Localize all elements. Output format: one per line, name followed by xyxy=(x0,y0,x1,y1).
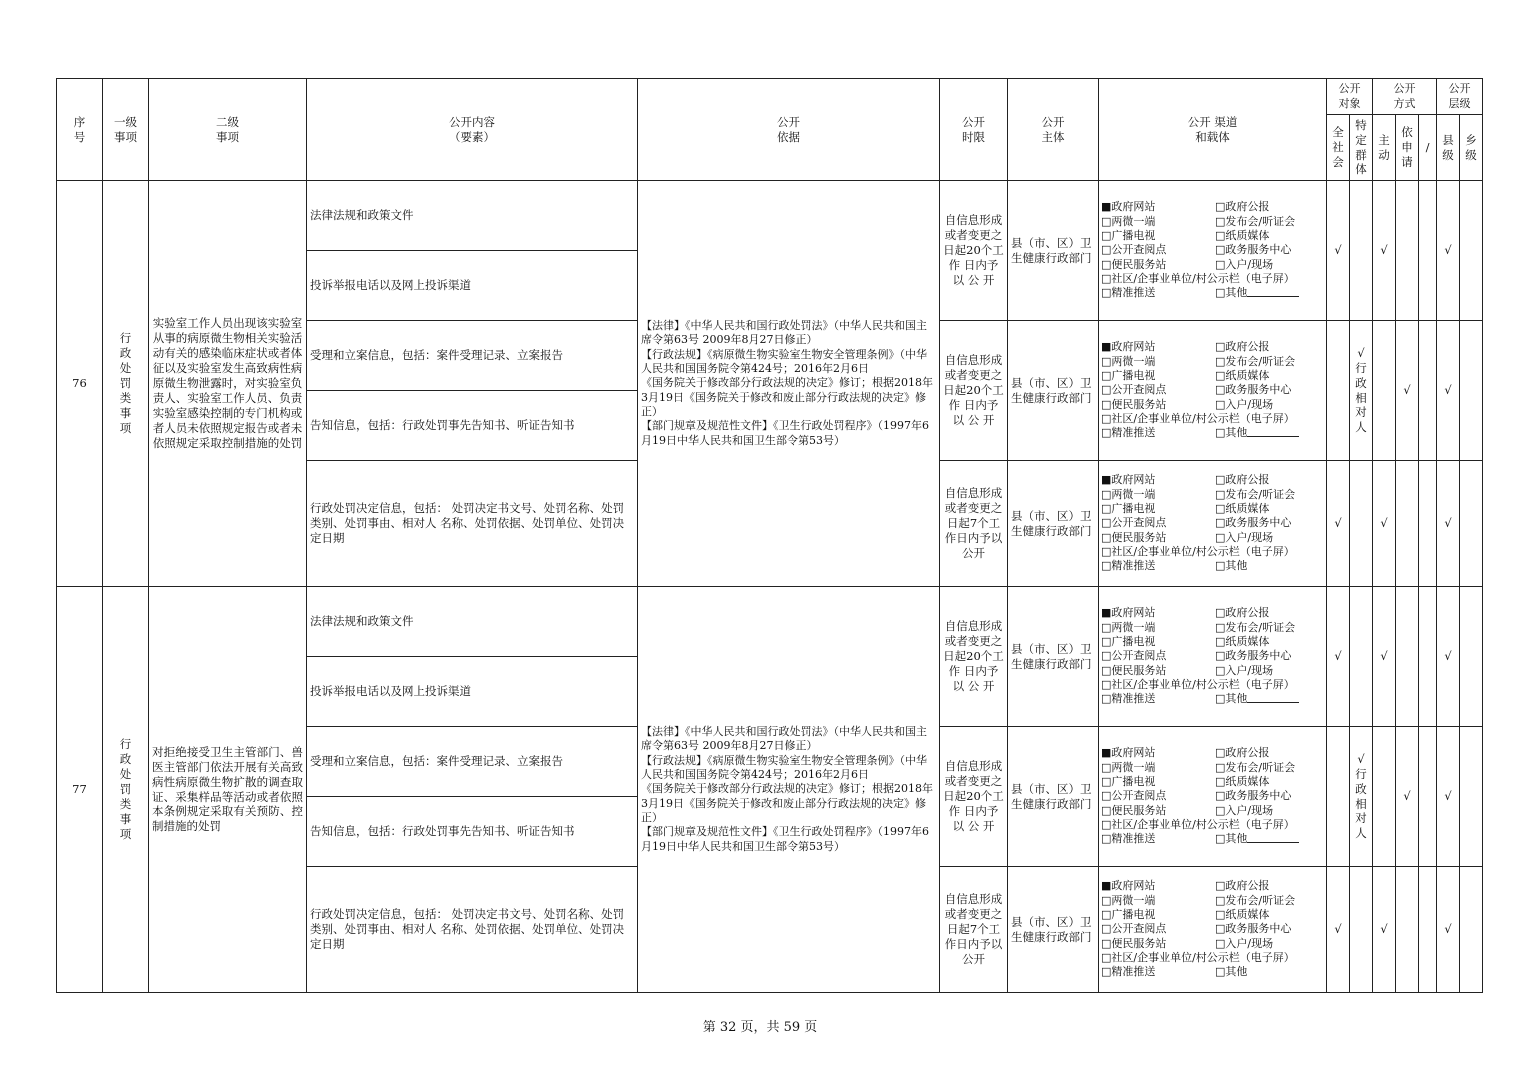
mark-town xyxy=(1460,727,1483,867)
channel-option: □公开查阅点 xyxy=(1101,516,1167,530)
channel-option: □公开查阅点 xyxy=(1101,789,1167,803)
channel-row xyxy=(1101,516,1324,530)
channel-option: □其他 xyxy=(1215,426,1248,440)
mark-all: √ xyxy=(1327,181,1350,321)
header-level: 公开 层级 xyxy=(1437,79,1483,115)
channel-option: □其他 xyxy=(1215,559,1248,573)
channel-option: □政务服务中心 xyxy=(1215,789,1292,803)
mark-active: √ xyxy=(1373,461,1396,587)
channel-option: □便民服务站 xyxy=(1101,936,1167,950)
subject-cell: 县（市、区）卫 生健康行政部门 xyxy=(1008,181,1099,321)
mark-slash xyxy=(1419,321,1437,461)
channel-option: □其他 xyxy=(1215,286,1248,300)
channel-option: □公开查阅点 xyxy=(1101,243,1167,257)
content-item: 行政处罚决定信息，包括： 处罚决定书文号、处罚名称、处罚类别、处罚事由、相对人 名称、处罚依据、处罚单位、处罚决定日期 xyxy=(307,867,638,993)
time-limit-cell: 自信息形成或者变更之日起7个工作日内予以公开 xyxy=(940,461,1008,587)
table-row xyxy=(57,587,1483,657)
content-item: 法律法规和政策文件 xyxy=(307,587,638,657)
channel-row xyxy=(1101,649,1324,663)
channel-option: □便民服务站 xyxy=(1101,530,1167,544)
channel-option: □发布会/听证会 xyxy=(1215,620,1296,634)
basis-cell xyxy=(638,587,940,993)
channel-option: ■政府网站 xyxy=(1101,746,1156,760)
channel-option: □入户/现场 xyxy=(1215,803,1274,817)
header-basis: 公开 依据 xyxy=(638,79,940,181)
channel-option: □社区/企事业单位/村公示栏（电子屏） xyxy=(1101,544,1295,558)
channel-option: □发布会/听证会 xyxy=(1215,760,1296,774)
channel-option: □公开查阅点 xyxy=(1101,383,1167,397)
channel-option: □广播电视 xyxy=(1101,775,1156,789)
channel-option: □两微一端 xyxy=(1101,893,1156,907)
header-channel: 公开 渠道 和载体 xyxy=(1099,79,1327,181)
seq-cell: 77 xyxy=(57,587,103,993)
channel-option: □发布会/听证会 xyxy=(1215,893,1296,907)
channel-option: □政府公报 xyxy=(1215,200,1270,214)
channel-option: □政务服务中心 xyxy=(1215,516,1292,530)
channel-option: □发布会/听证会 xyxy=(1215,214,1296,228)
channel-row xyxy=(1101,383,1324,397)
channel-row xyxy=(1101,951,1324,965)
channel-option: □社区/企事业单位/村公示栏（电子屏） xyxy=(1101,677,1295,691)
mark-active xyxy=(1373,321,1396,461)
subject-cell: 县（市、区）卫 生健康行政部门 xyxy=(1008,867,1099,993)
mark-town xyxy=(1460,587,1483,727)
other-blank-line xyxy=(1247,692,1299,703)
header-seq: 序 号 xyxy=(57,79,103,181)
channel-option: □便民服务站 xyxy=(1101,257,1167,271)
mark-slash xyxy=(1419,867,1437,993)
content-item: 投诉举报电话以及网上投诉渠道 xyxy=(307,251,638,321)
channel-option: □入户/现场 xyxy=(1215,257,1274,271)
header-level-county: 县 级 xyxy=(1437,115,1460,181)
channel-option: ■政府网站 xyxy=(1101,879,1156,893)
channel-row xyxy=(1101,340,1324,354)
mark-active: √ xyxy=(1373,867,1396,993)
header-level2: 二级 事项 xyxy=(149,79,307,181)
seq-cell: 76 xyxy=(57,181,103,587)
mark-group: √ 行 政 相 对 人 xyxy=(1350,727,1373,867)
mark-group xyxy=(1350,181,1373,321)
channel-row xyxy=(1101,692,1324,706)
disclosure-table xyxy=(56,78,1483,993)
channel-option: ■政府网站 xyxy=(1101,340,1156,354)
channel-option: □两微一端 xyxy=(1101,214,1156,228)
table-row xyxy=(57,181,1483,251)
channel-row xyxy=(1101,789,1324,803)
channel-row xyxy=(1101,894,1324,908)
channel-option: □政府公报 xyxy=(1215,879,1270,893)
channel-option: □纸质媒体 xyxy=(1215,502,1270,516)
channel-option: □广播电视 xyxy=(1101,369,1156,383)
mark-all: √ xyxy=(1327,461,1350,587)
mark-all: √ xyxy=(1327,587,1350,727)
level1-cell: 行 政 处 罚 类 事 项 xyxy=(103,181,149,587)
channel-option: □广播电视 xyxy=(1101,635,1156,649)
time-limit-cell: 自信息形成或者变更之日起20个工 作 日内予以 公 开 xyxy=(940,727,1008,867)
channel-option: □入户/现场 xyxy=(1215,663,1274,677)
channel-option: □入户/现场 xyxy=(1215,530,1274,544)
channel-option: □两微一端 xyxy=(1101,620,1156,634)
channel-row xyxy=(1101,635,1324,649)
content-item: 法律法规和政策文件 xyxy=(307,181,638,251)
channel-option: □便民服务站 xyxy=(1101,803,1167,817)
level2-cell: 对拒绝接受卫生主管部门、兽医主管部门依法开展有关高致病性病原微生物扩散的调查取证、采集样品等活动或者依照本条例规定采取有关预防、控制措施的处罚 xyxy=(149,587,307,993)
channel-option: □精准推送 xyxy=(1101,286,1156,300)
channel-option: □入户/现场 xyxy=(1215,397,1274,411)
mark-all: √ xyxy=(1327,867,1350,993)
channel-option: □便民服务站 xyxy=(1101,663,1167,677)
channel-option: □精准推送 xyxy=(1101,559,1156,573)
channel-option: □便民服务站 xyxy=(1101,397,1167,411)
subject-cell: 县（市、区）卫 生健康行政部门 xyxy=(1008,587,1099,727)
mark-town xyxy=(1460,867,1483,993)
channel-option: □政务服务中心 xyxy=(1215,383,1292,397)
mark-county: √ xyxy=(1437,587,1460,727)
channel-cell xyxy=(1099,461,1327,587)
channel-option: □精准推送 xyxy=(1101,832,1156,846)
channel-row xyxy=(1101,200,1324,214)
channel-option: □政府公报 xyxy=(1215,473,1270,487)
channel-row xyxy=(1101,355,1324,369)
channel-option: □政府公报 xyxy=(1215,606,1270,620)
basis-line: 【法律】《中华人民共和国行政处罚法》（中华人民共和国主席令第63号 2009年8月27日修正） xyxy=(641,725,927,753)
basis-cell xyxy=(638,181,940,587)
channel-option: □政府公报 xyxy=(1215,340,1270,354)
channel-cell xyxy=(1099,587,1327,727)
channel-option: □政务服务中心 xyxy=(1215,243,1292,257)
channel-option: □精准推送 xyxy=(1101,426,1156,440)
channel-row xyxy=(1101,922,1324,936)
header-target-all: 全 社 会 xyxy=(1327,115,1350,181)
header-level-town: 乡 级 xyxy=(1460,115,1483,181)
mark-all xyxy=(1327,321,1350,461)
channel-option: □两微一端 xyxy=(1101,487,1156,501)
subject-cell: 县（市、区）卫 生健康行政部门 xyxy=(1008,461,1099,587)
channel-row xyxy=(1101,243,1324,257)
mark-group xyxy=(1350,587,1373,727)
channel-option: □纸质媒体 xyxy=(1215,635,1270,649)
channel-row xyxy=(1101,473,1324,487)
content-item: 受理和立案信息，包括：案件受理记录、立案报告 xyxy=(307,727,638,797)
channel-option: □公开查阅点 xyxy=(1101,922,1167,936)
channel-row xyxy=(1101,412,1324,426)
channel-cell xyxy=(1099,321,1327,461)
channel-row xyxy=(1101,229,1324,243)
content-item: 受理和立案信息，包括：案件受理记录、立案报告 xyxy=(307,321,638,391)
channel-option: ■政府网站 xyxy=(1101,606,1156,620)
header-content: 公开内容 （要素） xyxy=(307,79,638,181)
channel-option: □广播电视 xyxy=(1101,502,1156,516)
channel-option: □发布会/听证会 xyxy=(1215,354,1296,368)
channel-row xyxy=(1101,426,1324,440)
header-mode-request: 依 申 请 xyxy=(1396,115,1419,181)
channel-option: □其他 xyxy=(1215,692,1248,706)
channel-row xyxy=(1101,879,1324,893)
channel-row xyxy=(1101,272,1324,286)
header-mode-active: 主 动 xyxy=(1373,115,1396,181)
channel-option: ■政府网站 xyxy=(1101,200,1156,214)
channel-option: □政务服务中心 xyxy=(1215,649,1292,663)
content-item: 投诉举报电话以及网上投诉渠道 xyxy=(307,657,638,727)
mark-request xyxy=(1396,461,1419,587)
channel-row xyxy=(1101,746,1324,760)
channel-row xyxy=(1101,559,1324,573)
channel-cell xyxy=(1099,867,1327,993)
basis-line: 《国务院关于修改部分行政法规的决定》修订；根据2018年3月19日《国务院关于修改和废止部分行政法规的决定》修正） xyxy=(641,782,933,824)
time-limit-cell: 自信息形成或者变更之日起7个工作日内予以公开 xyxy=(940,867,1008,993)
channel-option: □社区/企事业单位/村公示栏（电子屏） xyxy=(1101,950,1295,964)
basis-line: 【法律】《中华人民共和国行政处罚法》（中华人民共和国主席令第63号 2009年8月27日修正） xyxy=(641,319,927,347)
mark-county: √ xyxy=(1437,867,1460,993)
channel-row xyxy=(1101,832,1324,846)
channel-row xyxy=(1101,621,1324,635)
channel-row xyxy=(1101,818,1324,832)
channel-option: □两微一端 xyxy=(1101,354,1156,368)
channel-option: □公开查阅点 xyxy=(1101,649,1167,663)
channel-option: □政务服务中心 xyxy=(1215,922,1292,936)
header-level1: 一级 事项 xyxy=(103,79,149,181)
channel-cell xyxy=(1099,181,1327,321)
channel-row xyxy=(1101,937,1324,951)
subject-cell: 县（市、区）卫 生健康行政部门 xyxy=(1008,321,1099,461)
other-blank-line xyxy=(1247,832,1299,843)
channel-row xyxy=(1101,908,1324,922)
page-footer: 第 32 页，共 59 页 xyxy=(702,1020,818,1035)
channel-row xyxy=(1101,775,1324,789)
mark-request xyxy=(1396,587,1419,727)
basis-line: 【行政法规】《病原微生物实验室生物安全管理条例》（中华人民共和国国务院令第424号；2016年2月6日 xyxy=(641,347,927,376)
basis-line: 【行政法规】《病原微生物实验室生物安全管理条例》（中华人民共和国国务院令第424号；2016年2月6日 xyxy=(641,753,927,782)
channel-option: □社区/企事业单位/村公示栏（电子屏） xyxy=(1101,411,1295,425)
channel-option: □入户/现场 xyxy=(1215,936,1274,950)
time-limit-cell: 自信息形成或者变更之日起20个工 作 日内予以 公 开 xyxy=(940,587,1008,727)
mark-group xyxy=(1350,461,1373,587)
channel-row xyxy=(1101,531,1324,545)
basis-line: 【部门规章及规范性文件】《卫生行政处罚程序》（1997年6月19日中华人民共和国卫生部令第53号） xyxy=(641,419,929,447)
mark-county: √ xyxy=(1437,727,1460,867)
mark-town xyxy=(1460,461,1483,587)
mark-all xyxy=(1327,727,1350,867)
basis-line: 【部门规章及规范性文件】《卫生行政处罚程序》（1997年6月19日中华人民共和国卫生部令第53号） xyxy=(641,825,929,853)
channel-option: □其他 xyxy=(1215,965,1248,979)
other-blank-line xyxy=(1247,426,1299,437)
mark-county: √ xyxy=(1437,321,1460,461)
channel-option: □纸质媒体 xyxy=(1215,908,1270,922)
channel-option: □精准推送 xyxy=(1101,692,1156,706)
mark-town xyxy=(1460,321,1483,461)
mark-slash xyxy=(1419,727,1437,867)
header-target: 公开 对象 xyxy=(1327,79,1373,115)
channel-row xyxy=(1101,606,1324,620)
mark-slash xyxy=(1419,461,1437,587)
channel-option: □广播电视 xyxy=(1101,229,1156,243)
channel-option: □纸质媒体 xyxy=(1215,229,1270,243)
mark-active: √ xyxy=(1373,181,1396,321)
channel-option: □纸质媒体 xyxy=(1215,775,1270,789)
channel-row xyxy=(1101,502,1324,516)
mark-slash xyxy=(1419,181,1437,321)
header-time: 公开 时限 xyxy=(940,79,1008,181)
channel-option: □精准推送 xyxy=(1101,965,1156,979)
header-mode: 公开 方式 xyxy=(1373,79,1437,115)
mark-county: √ xyxy=(1437,461,1460,587)
channel-row xyxy=(1101,965,1324,979)
mark-group: √ 行 政 相 对 人 xyxy=(1350,321,1373,461)
level1-cell: 行 政 处 罚 类 事 项 xyxy=(103,587,149,993)
content-item: 行政处罚决定信息，包括： 处罚决定书文号、处罚名称、处罚类别、处罚事由、相对人 名称、处罚依据、处罚单位、处罚决定日期 xyxy=(307,461,638,587)
mark-request: √ xyxy=(1396,321,1419,461)
header-row-1 xyxy=(57,79,1483,115)
header-target-group: 特 定 群 体 xyxy=(1350,115,1373,181)
mark-active: √ xyxy=(1373,587,1396,727)
channel-option: □政府公报 xyxy=(1215,746,1270,760)
channel-option: □纸质媒体 xyxy=(1215,369,1270,383)
level2-cell: 实验室工作人员出现该实验室从事的病原微生物相关实验活动有关的感染临床症状或者体征以及实验室发生高致病性病原微生物泄露时，对实验室负责人、实验室工作人员、负责实验室感染控制的专门机构或者人员未依照规定报告或者未依照规定采取控制措施的处罚 xyxy=(149,181,307,587)
channel-option: □其他 xyxy=(1215,832,1248,846)
content-item: 告知信息，包括：行政处罚事先告知书、听证告知书 xyxy=(307,391,638,461)
channel-row xyxy=(1101,258,1324,272)
channel-option: □两微一端 xyxy=(1101,760,1156,774)
channel-row xyxy=(1101,488,1324,502)
header-subject: 公开 主体 xyxy=(1008,79,1099,181)
channel-option: □社区/企事业单位/村公示栏（电子屏） xyxy=(1101,271,1295,285)
mark-active xyxy=(1373,727,1396,867)
mark-request xyxy=(1396,181,1419,321)
channel-cell xyxy=(1099,727,1327,867)
channel-row xyxy=(1101,369,1324,383)
mark-town xyxy=(1460,181,1483,321)
channel-row xyxy=(1101,286,1324,300)
mark-request: √ xyxy=(1396,727,1419,867)
time-limit-cell: 自信息形成或者变更之日起20个工 作 日内予以 公 开 xyxy=(940,181,1008,321)
mark-group xyxy=(1350,867,1373,993)
channel-option: □广播电视 xyxy=(1101,908,1156,922)
other-blank-line xyxy=(1247,286,1299,297)
channel-row xyxy=(1101,678,1324,692)
content-item: 告知信息，包括：行政处罚事先告知书、听证告知书 xyxy=(307,797,638,867)
channel-option: ■政府网站 xyxy=(1101,473,1156,487)
mark-request xyxy=(1396,867,1419,993)
channel-option: □社区/企事业单位/村公示栏（电子屏） xyxy=(1101,817,1295,831)
header-slash: / xyxy=(1419,115,1437,181)
channel-option: □发布会/听证会 xyxy=(1215,487,1296,501)
channel-row xyxy=(1101,215,1324,229)
channel-row xyxy=(1101,761,1324,775)
channel-row xyxy=(1101,545,1324,559)
mark-slash xyxy=(1419,587,1437,727)
time-limit-cell: 自信息形成或者变更之日起20个工 作 日内予以 公 开 xyxy=(940,321,1008,461)
channel-row xyxy=(1101,398,1324,412)
basis-line: 《国务院关于修改部分行政法规的决定》修订；根据2018年3月19日《国务院关于修改和废止部分行政法规的决定》修正） xyxy=(641,376,933,418)
channel-row xyxy=(1101,664,1324,678)
subject-cell: 县（市、区）卫 生健康行政部门 xyxy=(1008,727,1099,867)
mark-county: √ xyxy=(1437,181,1460,321)
channel-row xyxy=(1101,804,1324,818)
